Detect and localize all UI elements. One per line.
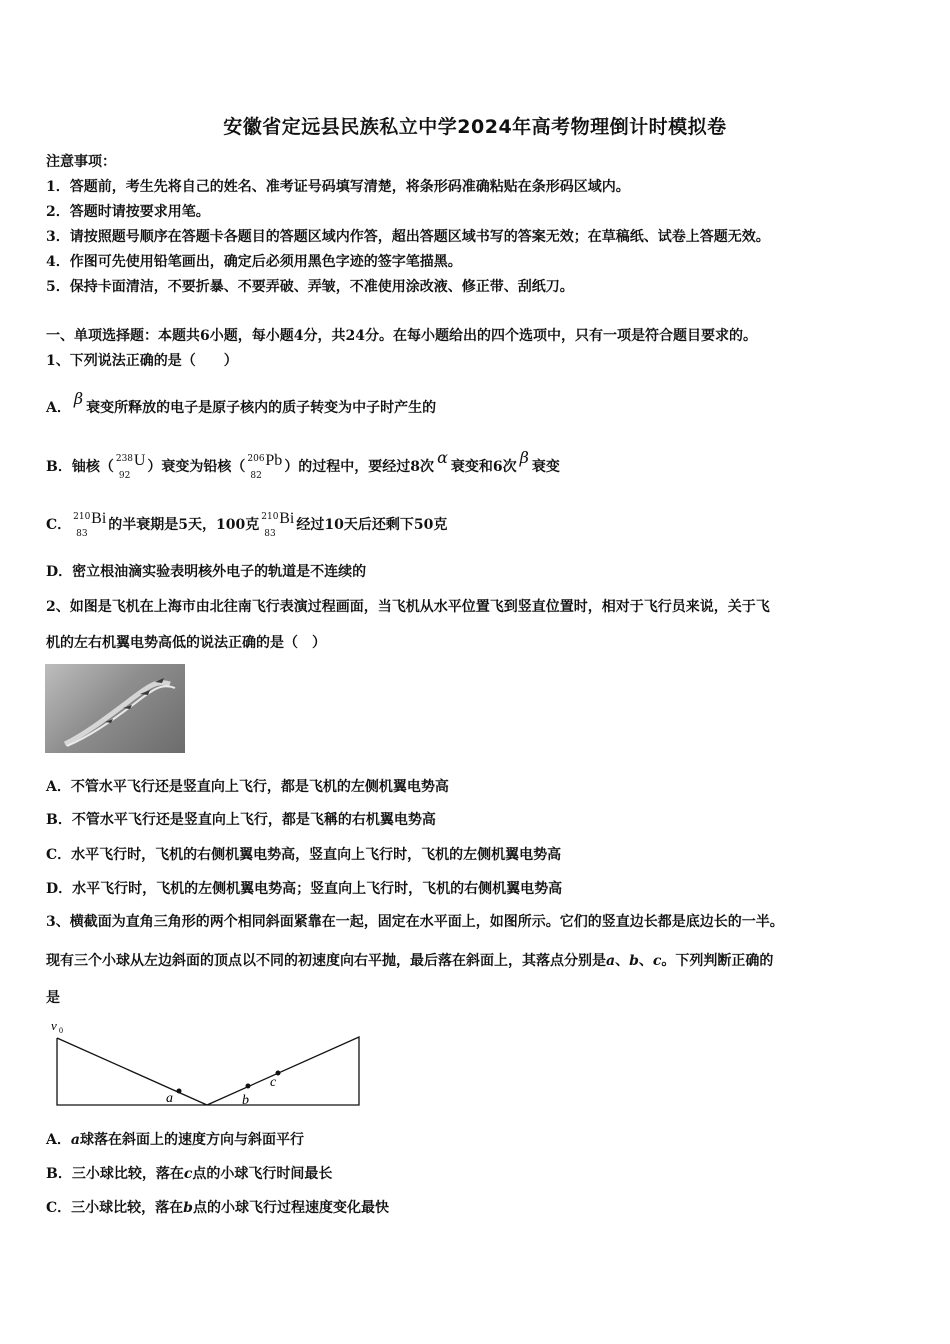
question-1-option-a	[46, 389, 437, 418]
mass-number: 206	[247, 454, 265, 464]
left-incline	[57, 1038, 207, 1105]
bismuth-isotope	[261, 510, 295, 539]
option-label: C．三小球比较，落在	[46, 1200, 184, 1216]
question-2-option-c: C．水平飞行时，飞机的右侧机翼电势高，竖直向上飞行时，飞机的左侧机翼电势高	[46, 847, 562, 863]
question-3-stem-line-2	[46, 951, 773, 971]
landing-point-c	[276, 1071, 281, 1076]
landing-point-a	[177, 1089, 182, 1094]
stem-text: 现有三个小球从左边斜面的顶点以不同的初速度向右平抛，最后落在斜面上，其落点分别是	[46, 953, 606, 969]
separator: 、	[638, 953, 653, 969]
point-b-text: b	[242, 1093, 249, 1108]
option-label: A．	[46, 1132, 71, 1148]
notice-item-4: 4．作图可先使用铅笔画出，确定后必须用黑色字迹的签字笔描黑。	[46, 254, 462, 270]
option-label: B．三小球比较，落在	[46, 1166, 184, 1182]
inclined-planes-diagram	[40, 1015, 380, 1115]
notice-heading: 注意事项：	[46, 154, 116, 170]
atomic-number: 92	[118, 471, 131, 481]
question-1-option-d: D．密立根油滴实验表明核外电子的轨道是不连续的	[46, 564, 367, 580]
option-text: ）衰变为铅核（	[147, 459, 246, 475]
question-2-stem-line-2: 机的左右机翼电势高低的说法正确的是（ ）	[46, 635, 326, 651]
point-a-label: a	[606, 953, 616, 969]
page-title: 安徽省定远县民族私立中学2024年高考物理倒计时模拟卷	[223, 116, 727, 138]
question-1-stem: 1、下列说法正确的是（ ）	[46, 353, 238, 369]
alpha-symbol: α	[437, 448, 448, 467]
question-2-stem-line-1: 2、如图是飞机在上海市由北往南飞行表演过程画面，当飞机从水平位置飞到竖直位置时，相对于飞行员来说，关于飞	[46, 599, 770, 615]
question-1-option-b	[46, 448, 560, 481]
point-b-label: b	[629, 953, 639, 969]
uranium-isotope	[115, 452, 146, 481]
notice-item-1: 1．答题前，考生先将自己的姓名、准考证号码填写清楚，将条形码准确粘贴在条形码区域内。	[46, 179, 630, 195]
question-3-option-c	[46, 1198, 389, 1218]
option-text: 的半衰期是5天，100克	[108, 517, 260, 533]
section-heading: 一、单项选择题：本题共6小题，每小题4分，共24分。在每小题给出的四个选项中，只有一项是符合题目要求的。	[46, 328, 757, 344]
right-incline	[207, 1037, 359, 1105]
mass-number: 210	[73, 512, 91, 522]
option-text: ）的过程中，要经过8次	[284, 459, 435, 475]
element-symbol: Bi	[279, 510, 295, 527]
element-symbol: U	[133, 452, 146, 469]
variable: a	[70, 1132, 80, 1148]
question-3-option-b	[46, 1164, 332, 1184]
stem-text: 。下列判断正确的	[661, 953, 774, 969]
variable: b	[183, 1200, 193, 1216]
mass-number: 210	[261, 512, 279, 522]
point-a-text: a	[166, 1091, 173, 1106]
element-symbol: Bi	[91, 510, 107, 527]
option-text: 衰变和6次	[450, 459, 517, 475]
landing-point-b	[246, 1084, 251, 1089]
option-text: 球落在斜面上的速度方向与斜面平行	[79, 1132, 304, 1148]
element-symbol: Pb	[265, 452, 283, 469]
initial-velocity-label: v	[51, 1018, 57, 1033]
question-2-option-d: D．水平飞行时，飞机的左侧机翼电势高；竖直向上飞行时，飞机的右侧机翼电势高	[46, 881, 563, 897]
separator: 、	[615, 953, 630, 969]
variable: c	[183, 1166, 193, 1182]
question-3-stem-line-1: 3、横截面为直角三角形的两个相同斜面紧靠在一起，固定在水平面上，如图所示。它们的竖直边长都是底边长的一半。	[46, 914, 784, 930]
airshow-photo	[45, 664, 185, 753]
option-label: B．铀核（	[46, 459, 114, 475]
aircraft-formation-image	[45, 664, 185, 753]
lead-isotope	[247, 452, 283, 481]
option-text: 衰变	[531, 459, 560, 475]
notice-item-3: 3．请按照题号顺序在答题卡各题目的答题区域内作答，超出答题区域书写的答案无效；在草稿纸、试卷上答题无效。	[46, 229, 770, 245]
option-text: 衰变所释放的电子是原子核内的质子转变为中子时产生的	[86, 400, 437, 416]
question-2-option-a: A．不管水平飞行还是竖直向上飞行，都是飞机的左侧机翼电势高	[46, 779, 449, 795]
atomic-number: 83	[264, 529, 276, 539]
question-3-option-a	[46, 1130, 304, 1150]
notice-item-2: 2．答题时请按要求用笔。	[46, 204, 210, 220]
option-label: A．	[46, 400, 71, 416]
option-text: 经过10天后还剩下50克	[296, 517, 448, 533]
beta-symbol: β	[73, 389, 84, 408]
initial-velocity-subscript: 0	[59, 1026, 63, 1035]
beta-symbol: β	[519, 448, 529, 467]
option-text: 点的小球飞行时间最长	[192, 1166, 333, 1182]
question-3-stem-line-3: 是	[46, 990, 60, 1006]
option-label: C．	[46, 517, 72, 533]
option-text: 点的小球飞行过程速度变化最快	[192, 1200, 389, 1216]
atomic-number: 83	[76, 529, 88, 539]
point-c-label: c	[652, 953, 662, 969]
question-1-option-c	[46, 510, 448, 539]
question-2-option-b: B．不管水平飞行还是竖直向上飞行，都是飞稱的右机翼电势高	[46, 812, 436, 828]
point-c-text: c	[270, 1075, 277, 1090]
atomic-number: 82	[250, 471, 262, 481]
bismuth-isotope	[73, 510, 107, 539]
mass-number: 238	[115, 454, 134, 464]
notice-item-5: 5．保持卡面清洁，不要折暴、不要弄破、弄皱，不准使用涂改液、修正带、刮纸刀。	[46, 279, 574, 295]
